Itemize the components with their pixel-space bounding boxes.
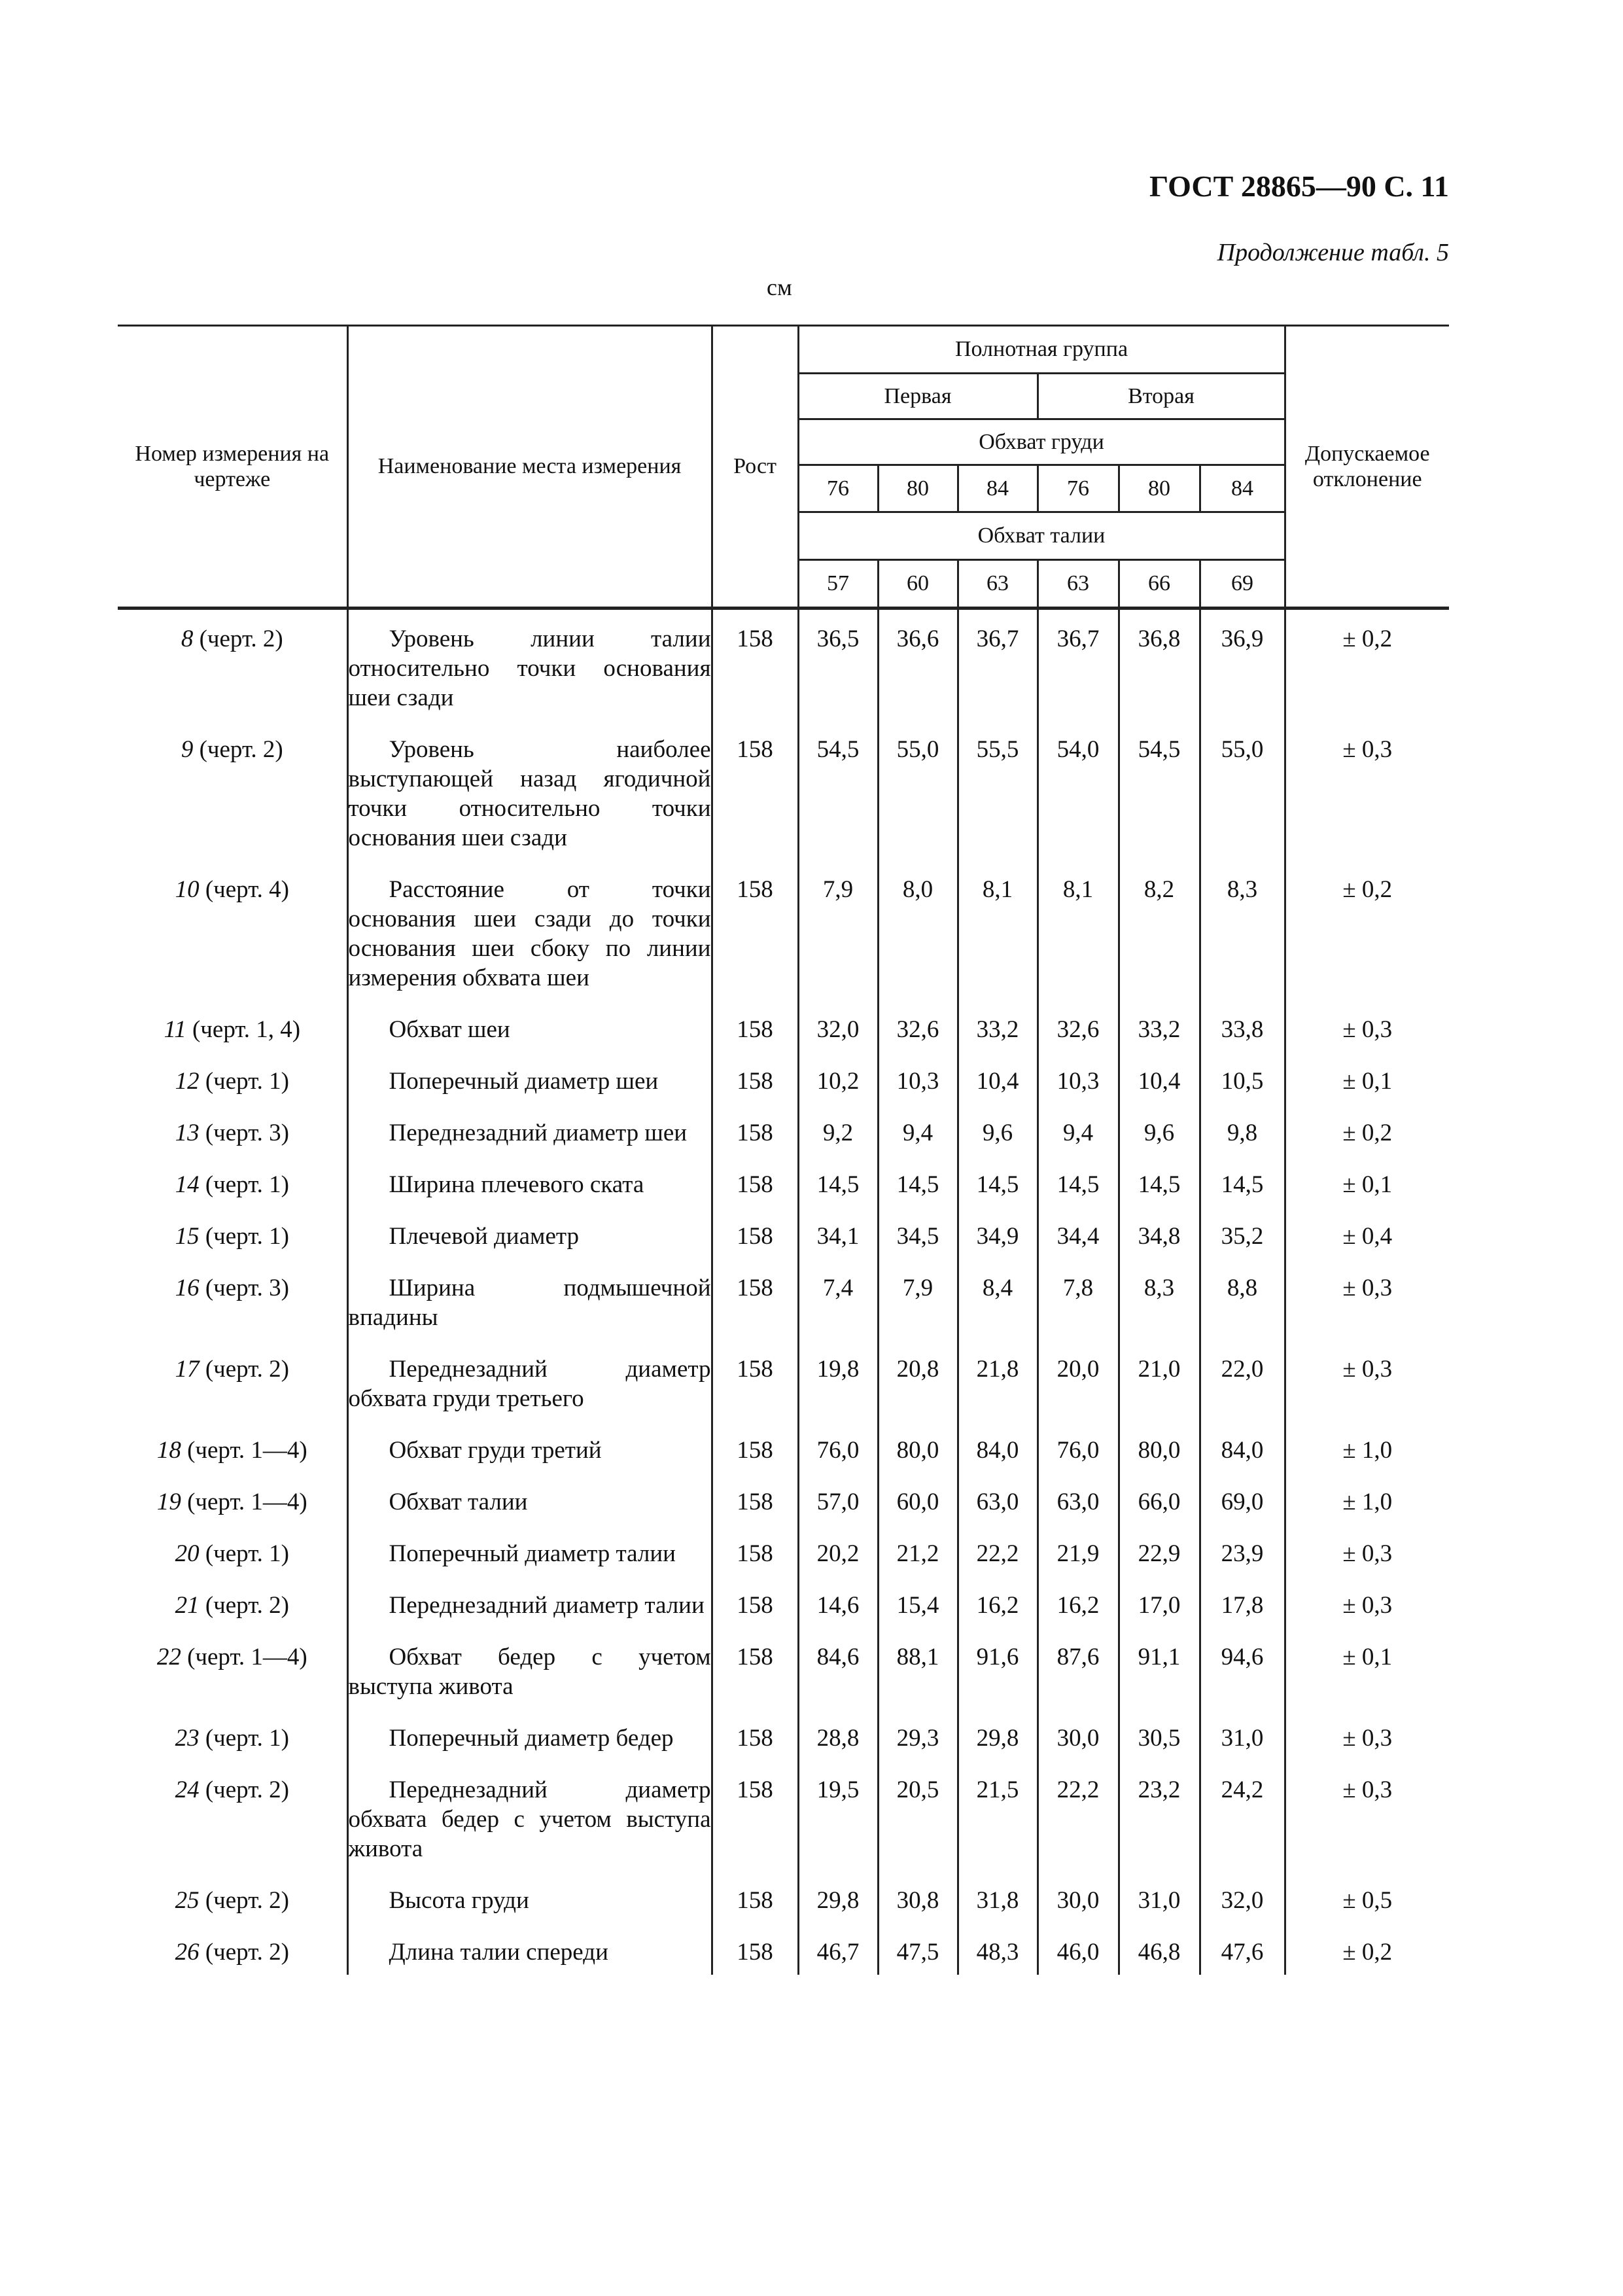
measurement-number: 18 xyxy=(156,1437,181,1464)
drawing-reference: (черт. 1) xyxy=(199,1171,289,1198)
measurement-value: 14,5 xyxy=(1119,1156,1200,1207)
measurement-number: 17 xyxy=(175,1356,200,1383)
drawing-reference: (черт. 1) xyxy=(199,1725,289,1752)
table-row xyxy=(118,1104,1449,1156)
drawing-reference: (черт. 2) xyxy=(193,736,283,763)
measurement-value: 76,0 xyxy=(798,1421,878,1473)
tolerance-value: ± 1,0 xyxy=(1342,1437,1393,1464)
measurement-value: 29,8 xyxy=(958,1709,1038,1761)
measurement-value: 21,8 xyxy=(958,1340,1038,1421)
measurement-value: 21,2 xyxy=(878,1525,958,1576)
measurement-value: 60,0 xyxy=(878,1473,958,1525)
measurement-value: 88,1 xyxy=(878,1628,958,1709)
measurement-value: 30,8 xyxy=(878,1871,958,1923)
measurement-value: 7,9 xyxy=(798,860,878,1000)
tolerance-value: ± 0,3 xyxy=(1342,736,1393,763)
measurement-value: 8,3 xyxy=(1200,860,1285,1000)
measurement-value: 34,5 xyxy=(878,1207,958,1259)
measurement-name: Уровень линии талии относительно точки основания шеи сзади xyxy=(348,626,711,711)
measurement-value: 14,5 xyxy=(958,1156,1038,1207)
tolerance-value: ± 0,3 xyxy=(1342,1776,1393,1803)
measurement-value: 22,0 xyxy=(1200,1340,1285,1421)
measurement-value: 46,7 xyxy=(798,1923,878,1975)
table-row xyxy=(118,1628,1449,1709)
header-second-group: Вторая xyxy=(1038,374,1285,419)
drawing-reference: (черт. 2) xyxy=(199,1887,289,1914)
measurement-value: 31,0 xyxy=(1200,1709,1285,1761)
growth-value: 158 xyxy=(712,1421,798,1473)
header-chest-value: 80 xyxy=(878,465,958,512)
measurement-value: 16,2 xyxy=(958,1576,1038,1628)
table-row xyxy=(118,1421,1449,1473)
measurement-value: 33,2 xyxy=(1119,1000,1200,1052)
measurement-value: 30,0 xyxy=(1038,1871,1119,1923)
measurement-value: 23,2 xyxy=(1119,1761,1200,1871)
measurement-value: 9,4 xyxy=(878,1104,958,1156)
measurement-name-cell xyxy=(347,1421,712,1473)
drawing-reference: (черт. 1, 4) xyxy=(186,1016,301,1043)
measurement-value: 10,2 xyxy=(798,1052,878,1104)
tolerance-value: ± 0,3 xyxy=(1342,1275,1393,1301)
measurement-value: 14,5 xyxy=(1038,1156,1119,1207)
measurement-value: 76,0 xyxy=(1038,1421,1119,1473)
measurement-value: 21,5 xyxy=(958,1761,1038,1871)
table-row xyxy=(118,1207,1449,1259)
measurement-name: Обхват шеи xyxy=(389,1016,510,1043)
measurement-value: 31,8 xyxy=(958,1871,1038,1923)
growth-value: 158 xyxy=(712,1761,798,1871)
drawing-reference: (черт. 2) xyxy=(193,626,283,652)
measurement-name: Поперечный диаметр шеи xyxy=(389,1068,659,1095)
growth-value: 158 xyxy=(712,1000,798,1052)
measurement-value: 7,4 xyxy=(798,1259,878,1340)
measurement-name: Обхват талии xyxy=(389,1489,528,1515)
growth-value: 158 xyxy=(712,1156,798,1207)
measurement-number-cell xyxy=(118,1340,347,1421)
tolerance-value: ± 0,3 xyxy=(1342,1592,1393,1619)
measurement-value: 36,7 xyxy=(1038,609,1119,721)
measurement-name: Плечевой диаметр xyxy=(389,1223,579,1250)
measurement-value: 14,5 xyxy=(878,1156,958,1207)
measurement-number: 9 xyxy=(181,736,194,763)
tolerance-value: ± 0,1 xyxy=(1342,1171,1393,1198)
header-chest-value: 84 xyxy=(958,465,1038,512)
table-row xyxy=(118,1576,1449,1628)
measurement-value: 32,0 xyxy=(1200,1871,1285,1923)
measurement-number-cell xyxy=(118,609,347,721)
tolerance-value: ± 0,2 xyxy=(1342,1939,1393,1966)
measurement-name: Высота груди xyxy=(389,1887,529,1914)
measurement-value: 10,4 xyxy=(958,1052,1038,1104)
growth-value: 158 xyxy=(712,1259,798,1340)
measurement-number: 21 xyxy=(175,1592,200,1619)
table-row xyxy=(118,1340,1449,1421)
measurement-value: 63,0 xyxy=(958,1473,1038,1525)
measurement-name-cell xyxy=(347,609,712,721)
drawing-reference: (черт. 2) xyxy=(199,1592,289,1619)
header-number: Номер измерения на чертеже xyxy=(118,326,347,609)
measurement-value: 94,6 xyxy=(1200,1628,1285,1709)
tolerance-value: ± 0,4 xyxy=(1342,1223,1393,1250)
measurement-value: 22,9 xyxy=(1119,1525,1200,1576)
measurement-value: 87,6 xyxy=(1038,1628,1119,1709)
measurement-number-cell xyxy=(118,1525,347,1576)
measurement-number-cell xyxy=(118,860,347,1000)
measurement-name: Переднезадний диаметр шеи xyxy=(389,1120,688,1146)
tolerance-value: ± 0,3 xyxy=(1342,1356,1393,1383)
header-growth: Рост xyxy=(712,326,798,609)
measurement-value: 36,7 xyxy=(958,609,1038,721)
drawing-reference: (черт. 1—4) xyxy=(181,1437,307,1464)
measurement-value: 9,8 xyxy=(1200,1104,1285,1156)
measurement-number-cell xyxy=(118,1473,347,1525)
tolerance-value: ± 0,5 xyxy=(1342,1887,1393,1914)
measurement-name: Обхват бедер с учетом выступа живота xyxy=(348,1644,711,1700)
measurement-number: 25 xyxy=(175,1887,200,1914)
measurement-value: 10,3 xyxy=(878,1052,958,1104)
measurement-value: 9,4 xyxy=(1038,1104,1119,1156)
measurement-value: 14,6 xyxy=(798,1576,878,1628)
measurement-number-cell xyxy=(118,1709,347,1761)
drawing-reference: (черт. 1) xyxy=(199,1223,289,1250)
measurement-name-cell xyxy=(347,1871,712,1923)
measurement-value: 47,5 xyxy=(878,1923,958,1975)
measurement-value: 32,6 xyxy=(878,1000,958,1052)
measurement-value: 28,8 xyxy=(798,1709,878,1761)
header-chest: Обхват груди xyxy=(798,419,1285,465)
measurement-value: 8,1 xyxy=(958,860,1038,1000)
measurement-number: 8 xyxy=(181,626,194,652)
measurement-number: 13 xyxy=(175,1120,200,1146)
measurement-value: 7,9 xyxy=(878,1259,958,1340)
measurement-name: Ширина подмышечной впадины xyxy=(348,1275,711,1331)
measurement-value: 23,9 xyxy=(1200,1525,1285,1576)
measurement-number-cell xyxy=(118,1156,347,1207)
measurement-value: 22,2 xyxy=(1038,1761,1119,1871)
measurement-name-cell xyxy=(347,1104,712,1156)
header-waist: Обхват талии xyxy=(798,512,1285,560)
measurement-name: Переднезадний диаметр обхвата груди третьего xyxy=(348,1356,711,1412)
table-row xyxy=(118,1923,1449,1975)
measurement-name: Обхват груди третий xyxy=(389,1437,602,1464)
measurement-value: 9,6 xyxy=(958,1104,1038,1156)
measurement-name-cell xyxy=(347,1473,712,1525)
measurement-value: 31,0 xyxy=(1119,1871,1200,1923)
table-row xyxy=(118,1525,1449,1576)
growth-value: 158 xyxy=(712,1207,798,1259)
drawing-reference: (черт. 2) xyxy=(199,1939,289,1966)
measurement-number-cell xyxy=(118,1923,347,1975)
measurement-name: Переднезадний диаметр талии xyxy=(389,1592,705,1619)
measurement-value: 14,5 xyxy=(1200,1156,1285,1207)
measurement-value: 36,5 xyxy=(798,609,878,721)
growth-value: 158 xyxy=(712,860,798,1000)
drawing-reference: (черт. 1—4) xyxy=(181,1489,307,1515)
tolerance-value: ± 0,2 xyxy=(1342,626,1393,652)
measurement-name-cell xyxy=(347,1761,712,1871)
growth-value: 158 xyxy=(712,1576,798,1628)
header-waist-value: 66 xyxy=(1119,560,1200,609)
measurement-value: 32,0 xyxy=(798,1000,878,1052)
measurement-value: 36,6 xyxy=(878,609,958,721)
measurement-number: 26 xyxy=(175,1939,200,1966)
drawing-reference: (черт. 1—4) xyxy=(181,1644,307,1670)
tolerance-value: ± 0,1 xyxy=(1342,1068,1393,1095)
measurement-value: 63,0 xyxy=(1038,1473,1119,1525)
measurement-value: 9,2 xyxy=(798,1104,878,1156)
measurement-value: 19,5 xyxy=(798,1761,878,1871)
measurement-value: 46,0 xyxy=(1038,1923,1119,1975)
measurement-value: 47,6 xyxy=(1200,1923,1285,1975)
measurement-number-cell xyxy=(118,1104,347,1156)
measurement-value: 84,0 xyxy=(1200,1421,1285,1473)
measurement-value: 55,5 xyxy=(958,720,1038,860)
measurement-number: 24 xyxy=(175,1776,200,1803)
growth-value: 158 xyxy=(712,1709,798,1761)
measurement-number: 10 xyxy=(175,876,200,903)
measurements-table xyxy=(118,325,1449,1975)
measurement-value: 20,8 xyxy=(878,1340,958,1421)
measurement-name: Длина талии спереди xyxy=(389,1939,608,1966)
header-waist-value: 69 xyxy=(1200,560,1285,609)
measurement-number-cell xyxy=(118,1052,347,1104)
measurement-value: 66,0 xyxy=(1119,1473,1200,1525)
measurement-value: 8,4 xyxy=(958,1259,1038,1340)
tolerance-value: ± 0,1 xyxy=(1342,1644,1393,1670)
table-row xyxy=(118,1000,1449,1052)
measurement-value: 14,5 xyxy=(798,1156,878,1207)
unit-label: см xyxy=(767,274,792,300)
measurement-value: 57,0 xyxy=(798,1473,878,1525)
table-row xyxy=(118,1871,1449,1923)
growth-value: 158 xyxy=(712,1525,798,1576)
measurement-value: 30,0 xyxy=(1038,1709,1119,1761)
measurement-number-cell xyxy=(118,1628,347,1709)
measurement-name-cell xyxy=(347,1576,712,1628)
measurement-value: 54,0 xyxy=(1038,720,1119,860)
measurement-value: 36,8 xyxy=(1119,609,1200,721)
measurement-number: 19 xyxy=(156,1489,181,1515)
measurement-value: 8,3 xyxy=(1119,1259,1200,1340)
header-tolerance: Допускаемое отклонение xyxy=(1285,326,1449,609)
growth-value: 158 xyxy=(712,1923,798,1975)
measurement-value: 32,6 xyxy=(1038,1000,1119,1052)
measurement-value: 8,2 xyxy=(1119,860,1200,1000)
measurement-name: Расстояние от точки основания шеи сзади до точки основания шеи сбоку по линии измерения обхвата шеи xyxy=(348,876,711,991)
measurement-value: 36,9 xyxy=(1200,609,1285,721)
growth-value: 158 xyxy=(712,1473,798,1525)
measurement-value: 34,9 xyxy=(958,1207,1038,1259)
header-chest-value: 80 xyxy=(1119,465,1200,512)
measurement-value: 20,0 xyxy=(1038,1340,1119,1421)
measurement-value: 46,8 xyxy=(1119,1923,1200,1975)
measurement-value: 30,5 xyxy=(1119,1709,1200,1761)
growth-value: 158 xyxy=(712,1340,798,1421)
growth-value: 158 xyxy=(712,1104,798,1156)
measurement-value: 29,3 xyxy=(878,1709,958,1761)
tolerance-value: ± 1,0 xyxy=(1342,1489,1393,1515)
table-body xyxy=(118,609,1449,1975)
drawing-reference: (черт. 4) xyxy=(199,876,289,903)
measurement-name-cell xyxy=(347,1156,712,1207)
measurement-name: Ширина плечевого ската xyxy=(389,1171,644,1198)
measurement-value: 10,4 xyxy=(1119,1052,1200,1104)
measurement-value: 55,0 xyxy=(1200,720,1285,860)
table-row xyxy=(118,609,1449,721)
measurement-name-cell xyxy=(347,1923,712,1975)
header-waist-value: 63 xyxy=(1038,560,1119,609)
header-waist-value: 60 xyxy=(878,560,958,609)
measurement-value: 54,5 xyxy=(1119,720,1200,860)
header-first-group: Первая xyxy=(798,374,1038,419)
table-header xyxy=(118,326,1449,609)
measurement-name-cell xyxy=(347,860,712,1000)
table-row xyxy=(118,1473,1449,1525)
measurement-name-cell xyxy=(347,1709,712,1761)
growth-value: 158 xyxy=(712,1052,798,1104)
measurement-value: 91,1 xyxy=(1119,1628,1200,1709)
table-row xyxy=(118,1709,1449,1761)
measurement-value: 10,3 xyxy=(1038,1052,1119,1104)
drawing-reference: (черт. 1) xyxy=(199,1068,289,1095)
drawing-reference: (черт. 3) xyxy=(199,1275,289,1301)
header-group: Полнотная группа xyxy=(798,326,1285,374)
measurement-value: 34,4 xyxy=(1038,1207,1119,1259)
measurement-number-cell xyxy=(118,1259,347,1340)
measurement-value: 20,5 xyxy=(878,1761,958,1871)
measurement-value: 19,8 xyxy=(798,1340,878,1421)
table-row xyxy=(118,720,1449,860)
measurement-value: 8,0 xyxy=(878,860,958,1000)
measurement-value: 21,9 xyxy=(1038,1525,1119,1576)
measurement-value: 33,2 xyxy=(958,1000,1038,1052)
table-row xyxy=(118,1761,1449,1871)
measurement-number-cell xyxy=(118,1000,347,1052)
header-chest-value: 76 xyxy=(1038,465,1119,512)
drawing-reference: (черт. 1) xyxy=(199,1540,289,1567)
measurement-number-cell xyxy=(118,1576,347,1628)
measurement-name: Переднезадний диаметр обхвата бедер с учетом выступа живота xyxy=(348,1776,711,1862)
growth-value: 158 xyxy=(712,1871,798,1923)
measurement-value: 91,6 xyxy=(958,1628,1038,1709)
measurement-name-cell xyxy=(347,1207,712,1259)
tolerance-value: ± 0,2 xyxy=(1342,876,1393,903)
measurement-number-cell xyxy=(118,1761,347,1871)
growth-value: 158 xyxy=(712,1628,798,1709)
header-waist-value: 57 xyxy=(798,560,878,609)
measurement-number: 20 xyxy=(175,1540,200,1567)
measurement-value: 84,0 xyxy=(958,1421,1038,1473)
tolerance-value: ± 0,3 xyxy=(1342,1016,1393,1043)
measurement-value: 55,0 xyxy=(878,720,958,860)
measurement-number-cell xyxy=(118,720,347,860)
measurement-value: 17,0 xyxy=(1119,1576,1200,1628)
measurement-number: 12 xyxy=(175,1068,200,1095)
measurement-value: 16,2 xyxy=(1038,1576,1119,1628)
measurement-value: 20,2 xyxy=(798,1525,878,1576)
measurement-name: Поперечный диаметр талии xyxy=(389,1540,676,1567)
header-chest-value: 76 xyxy=(798,465,878,512)
measurement-value: 15,4 xyxy=(878,1576,958,1628)
measurement-value: 8,8 xyxy=(1200,1259,1285,1340)
measurement-name-cell xyxy=(347,1052,712,1104)
measurement-number-cell xyxy=(118,1207,347,1259)
table-continuation-note: Продолжение табл. 5 xyxy=(1217,239,1449,266)
measurement-value: 21,0 xyxy=(1119,1340,1200,1421)
measurement-name: Поперечный диаметр бедер xyxy=(389,1725,674,1752)
header-waist-value: 63 xyxy=(958,560,1038,609)
measurement-value: 34,1 xyxy=(798,1207,878,1259)
measurement-number: 11 xyxy=(164,1016,186,1043)
measurement-name: Уровень наиболее выступающей назад ягодичной точки относительно точки основания шеи сзади xyxy=(348,736,711,851)
drawing-reference: (черт. 2) xyxy=(199,1356,289,1383)
measurement-value: 8,1 xyxy=(1038,860,1119,1000)
measurement-value: 35,2 xyxy=(1200,1207,1285,1259)
table-row xyxy=(118,1052,1449,1104)
measurement-number: 23 xyxy=(175,1725,200,1752)
measurement-value: 80,0 xyxy=(878,1421,958,1473)
table-row xyxy=(118,860,1449,1000)
measurement-value: 69,0 xyxy=(1200,1473,1285,1525)
measurement-value: 10,5 xyxy=(1200,1052,1285,1104)
drawing-reference: (черт. 3) xyxy=(199,1120,289,1146)
tolerance-value: ± 0,3 xyxy=(1342,1540,1393,1567)
tolerance-value: ± 0,2 xyxy=(1342,1120,1393,1146)
measurement-name-cell xyxy=(347,1000,712,1052)
measurement-number: 16 xyxy=(175,1275,200,1301)
measurement-value: 48,3 xyxy=(958,1923,1038,1975)
table-row xyxy=(118,1156,1449,1207)
measurement-value: 29,8 xyxy=(798,1871,878,1923)
measurement-value: 80,0 xyxy=(1119,1421,1200,1473)
measurement-value: 7,8 xyxy=(1038,1259,1119,1340)
measurement-value: 54,5 xyxy=(798,720,878,860)
measurement-name-cell xyxy=(347,1259,712,1340)
measurement-value: 17,8 xyxy=(1200,1576,1285,1628)
page-header: ГОСТ 28865—90 С. 11 xyxy=(1149,169,1449,203)
tolerance-value: ± 0,3 xyxy=(1342,1725,1393,1752)
table-row xyxy=(118,1259,1449,1340)
measurement-name-cell xyxy=(347,1628,712,1709)
growth-value: 158 xyxy=(712,609,798,721)
measurement-name-cell xyxy=(347,1525,712,1576)
measurement-value: 24,2 xyxy=(1200,1761,1285,1871)
measurement-value: 33,8 xyxy=(1200,1000,1285,1052)
measurement-number: 15 xyxy=(175,1223,200,1250)
measurement-number-cell xyxy=(118,1871,347,1923)
measurement-value: 34,8 xyxy=(1119,1207,1200,1259)
header-chest-value: 84 xyxy=(1200,465,1285,512)
measurement-number: 14 xyxy=(175,1171,200,1198)
measurement-value: 22,2 xyxy=(958,1525,1038,1576)
drawing-reference: (черт. 2) xyxy=(199,1776,289,1803)
measurement-number-cell xyxy=(118,1421,347,1473)
measurement-value: 9,6 xyxy=(1119,1104,1200,1156)
measurement-name-cell xyxy=(347,1340,712,1421)
growth-value: 158 xyxy=(712,720,798,860)
measurement-value: 84,6 xyxy=(798,1628,878,1709)
measurement-number: 22 xyxy=(156,1644,181,1670)
header-name: Наименование места измерения xyxy=(347,326,712,609)
measurement-name-cell xyxy=(347,720,712,860)
